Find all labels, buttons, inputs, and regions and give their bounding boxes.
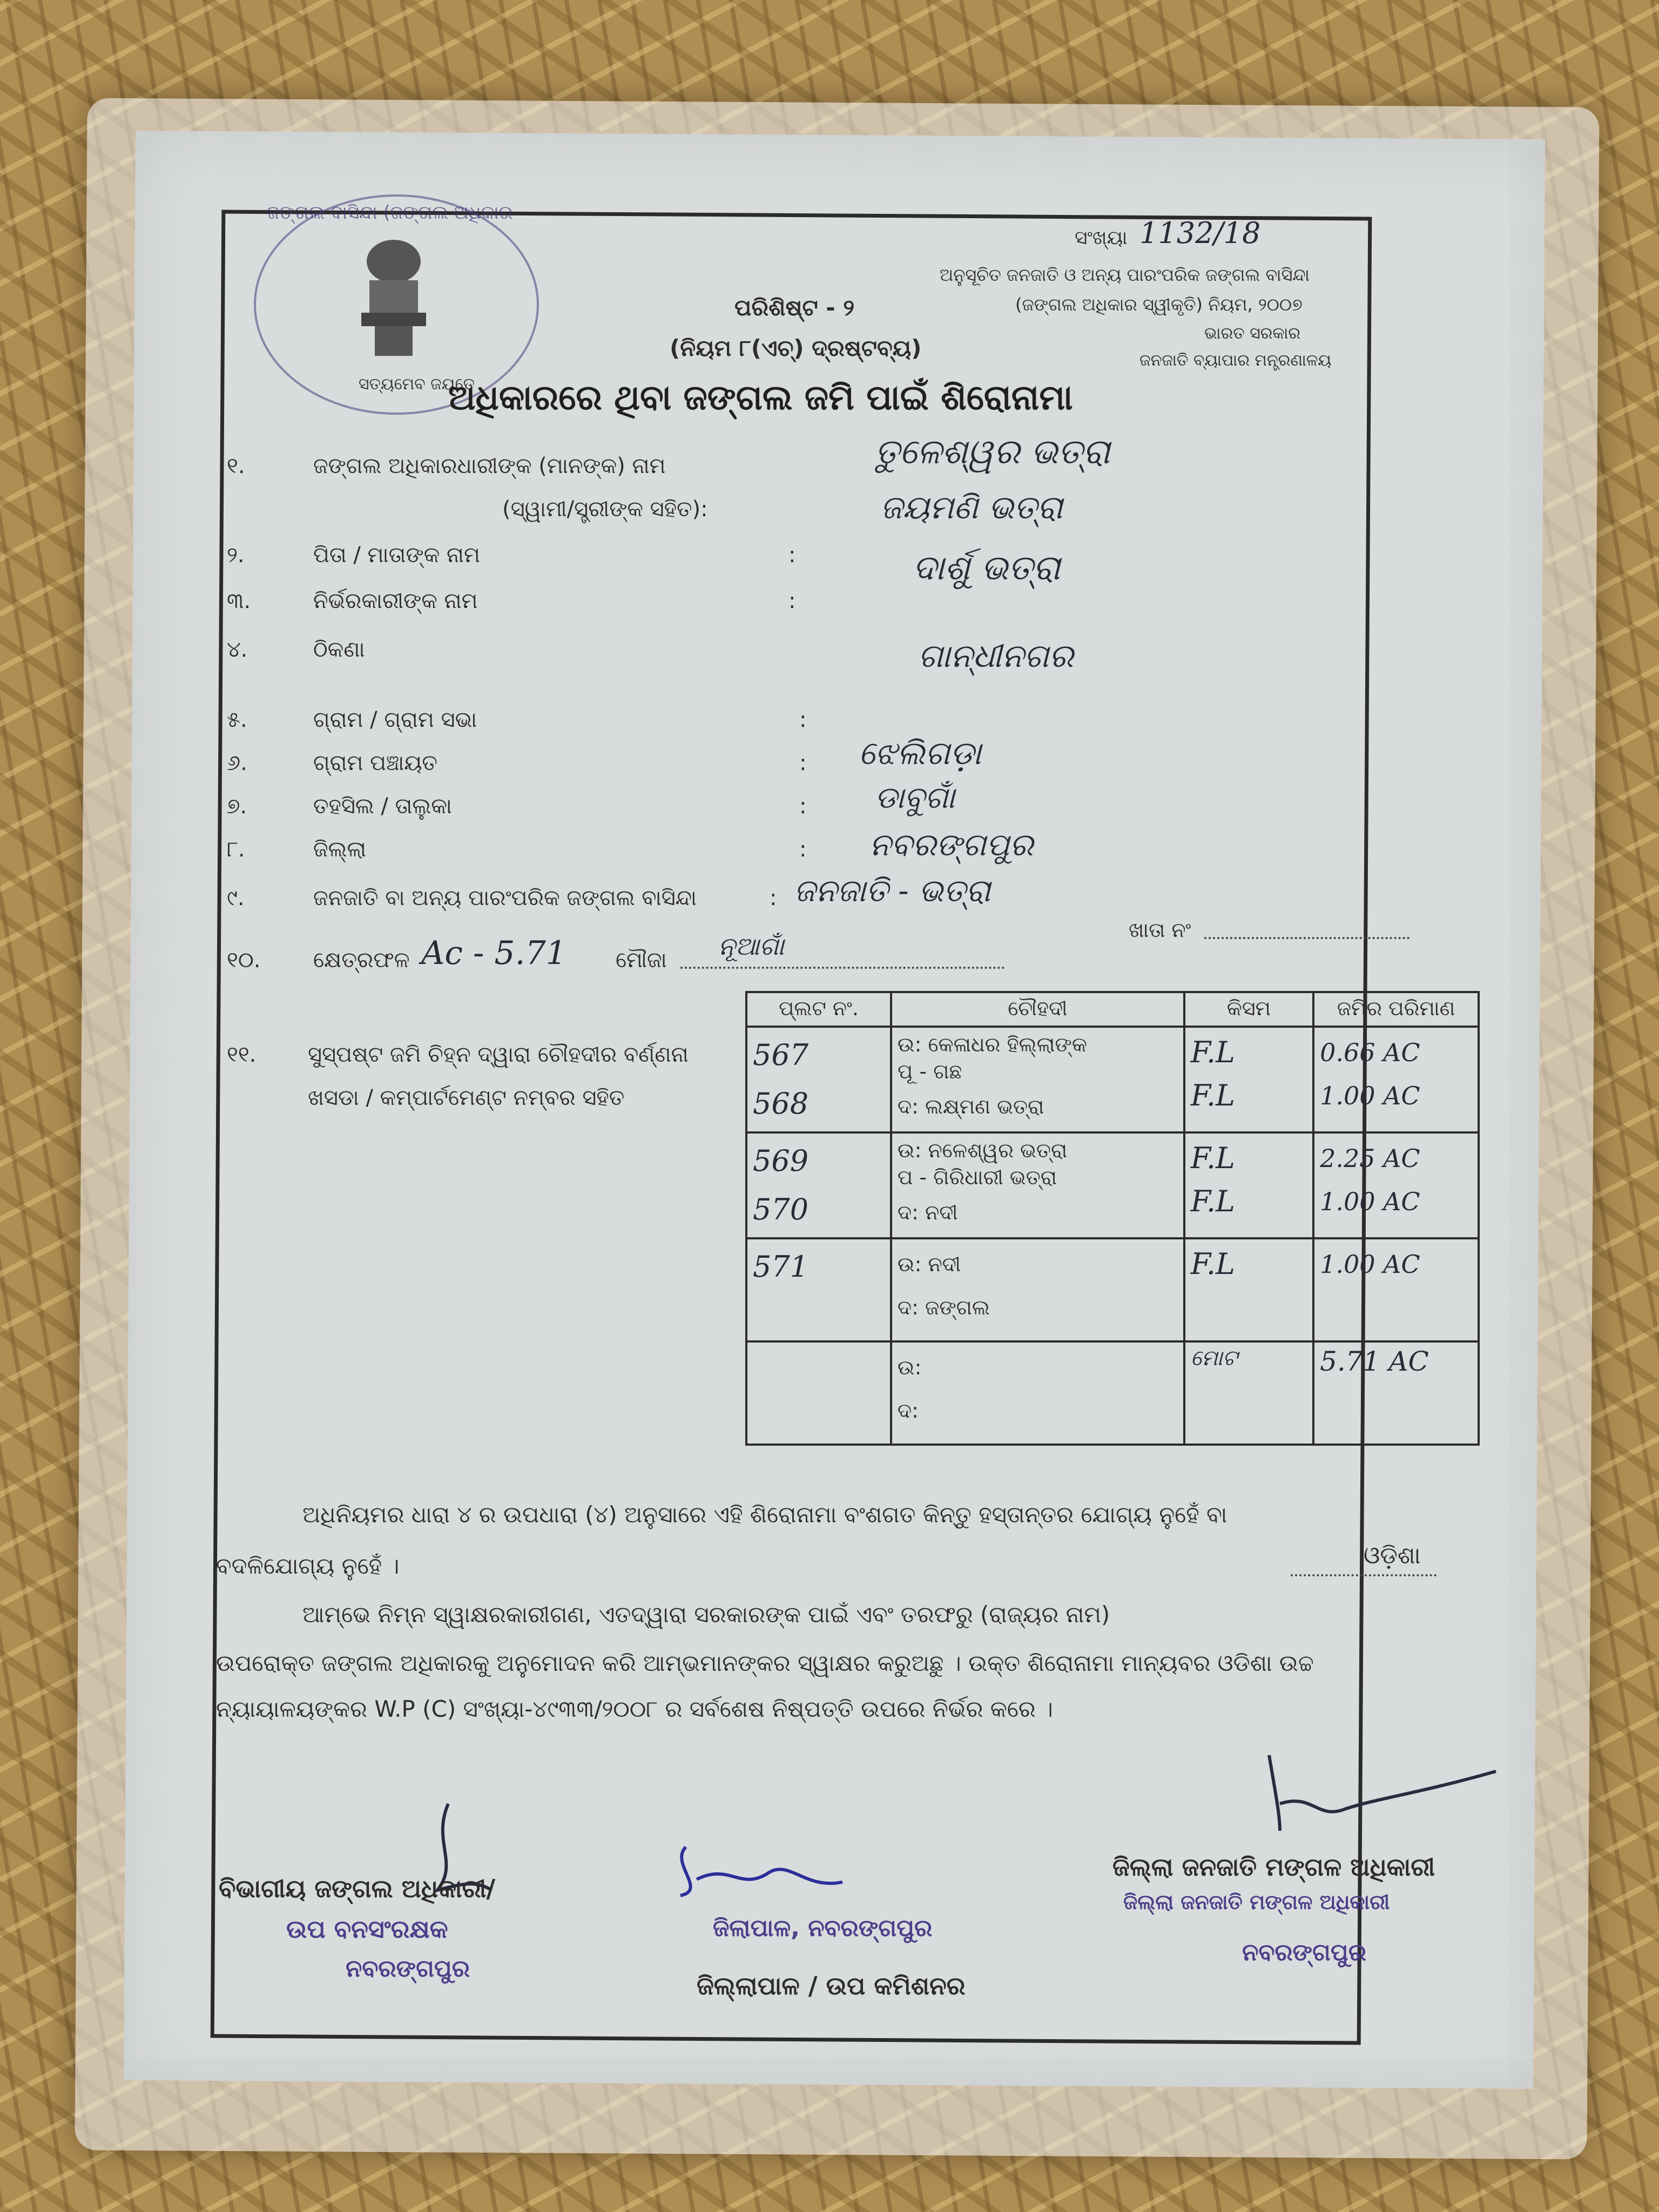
center-signature-scribble <box>664 1831 859 1912</box>
colon: : <box>788 589 796 613</box>
left-seal-line2: ନବରଙ୍ଗପୁର <box>346 1955 470 1982</box>
plot-numbers: 571 <box>746 1238 891 1341</box>
field-label-panchayat: ଗ୍ରାମ ପଞ୍ଚାୟତ <box>313 751 437 775</box>
field-number: ୨. <box>227 543 245 568</box>
boundary-cell <box>891 1132 1184 1238</box>
field-label-area: କ୍ଷେତ୍ରଫଳ <box>313 948 410 973</box>
field-label-spouse: (ସ୍ୱାମୀ/ସ୍ତ୍ରୀଙ୍କ ସହିତ): <box>502 497 708 522</box>
area-cell: 0.66 AC 1.00 AC <box>1313 1027 1479 1132</box>
boundary-cell <box>891 1027 1184 1132</box>
act-name-line2: (ଜଙ୍ଗଲ ଅଧିକାର ସ୍ୱୀକୃତି) ନିୟମ, ୨୦୦୭ <box>1015 294 1303 315</box>
lion-capital-icon <box>350 234 437 364</box>
table-row <box>746 1027 1479 1132</box>
table-header-row <box>746 992 1479 1027</box>
total-area: 5.71 AC <box>1313 1341 1479 1445</box>
field-number: ୧୧. <box>227 1042 257 1067</box>
mouza-label: ମୌଜା <box>616 948 667 973</box>
address-value: ଗାନ୍ଧୀନଗର <box>918 637 1074 675</box>
boundary-south: ଦ: ନଦୀ <box>897 1201 958 1224</box>
field-label-boundary: ସୁସ୍ପଷ୍ଟ ଜମି ଚିହ୍ନ ଦ୍ୱାରା ଚୌହଦୀର ବର୍ଣ୍ଣନା <box>308 1042 689 1067</box>
tribe-value: ଜନଜାତି - ଭତ୍ରା <box>794 872 991 909</box>
plot-numbers: 569 570 <box>746 1132 891 1238</box>
panchayat-value: ଝେଲିଗଡ଼ା <box>859 734 982 772</box>
field-number: ୮. <box>227 837 245 862</box>
rule-reference: (ନିୟମ ୮(ଏଚ୍) ଦ୍ରଷ୍ଟବ୍ୟ) <box>670 335 922 361</box>
holder-name-value: ତୁଳେଶ୍ୱର ଭତ୍ରା <box>875 432 1110 472</box>
table-row <box>746 1132 1479 1238</box>
area-cell: 2.25 AC 1.00 AC <box>1313 1132 1479 1238</box>
field-label-dependents: ନିର୍ଭରକାରୀଙ୍କ ନାମ <box>313 589 478 613</box>
right-signatory-title: ଜିଲ୍ଲା ଜନଜାତି ମଙ୍ଗଳ ଅଧିକାରୀ <box>1112 1852 1435 1881</box>
field-label-khasra: ଖସଡା / କମ୍ପାର୍ଟମେଣ୍ଟ ନମ୍ବର ସହିତ <box>308 1085 625 1110</box>
emblem-motto: ସତ୍ୟମେବ ଜୟତେ <box>359 375 475 394</box>
act-name-line1: ଅନୁସୂଚିତ ଜନଜାତି ଓ ଅନ୍ୟ ପାରଂପରିକ ଜଙ୍ଗଲ ବାସିନ୍ଦା <box>940 265 1310 285</box>
field-number: ୯. <box>227 886 245 911</box>
table-row-total <box>746 1341 1479 1445</box>
area-value: Ac - 5.71 <box>421 934 567 972</box>
field-number: ୫. <box>227 707 247 732</box>
boundary-south: ଦ: ଜଙ୍ଗଲ <box>897 1296 990 1319</box>
body-para1-line1: ଅଧିନିୟମର ଧାରା ୪ ର ଉପଧାରା (୪) ଅନୁସାରେ ଏହି ଶିରୋନାମା ବଂଶଗତ କିନ୍ତୁ ହସ୍ତାନ୍ତର ଯୋଗ୍ୟ ନୁହେଁ ବା <box>302 1501 1228 1528</box>
header-boundary: ଚୌହଦୀ <box>891 992 1184 1027</box>
parent-name-value: ଦାର୍ଶୁ ଭତ୍ରା <box>913 548 1061 588</box>
serial-number: 1132/18 <box>1139 216 1261 250</box>
header-kisam: କିସମ <box>1184 992 1313 1027</box>
field-label-tehsil: ତହସିଲ / ତାଲୁକା <box>313 794 452 819</box>
serial-label: ସଂଖ୍ୟା <box>1075 227 1128 249</box>
header-plot-no: ପ୍ଲଟ ନଂ. <box>746 992 891 1027</box>
boundary-north: ଉ: <box>897 1355 922 1379</box>
boundary-cell <box>891 1341 1184 1445</box>
area-cell: 1.00 AC <box>1313 1238 1479 1341</box>
body-para2-line3: ନ୍ୟାୟାଳୟଙ୍କର W.P (C) ସଂଖ୍ୟା-୪୯୩୩/୨୦୦୮ ର ସର୍ବଶେଷ ନିଷ୍ପତ୍ତି ଉପରେ ନିର୍ଭର କରେ । <box>216 1696 1053 1722</box>
district-value: ନବରଙ୍ଗପୁର <box>869 826 1034 863</box>
spouse-name-value: ଜୟମଣି ଭତ୍ରା <box>880 489 1063 527</box>
colon: : <box>799 837 807 862</box>
boundary-north: ଉ: ନଳେଶ୍ୱର ଭତ୍ରା ପ - ଗିରିଧାରୀ ଭତ୍ରା <box>897 1138 1068 1189</box>
colon: : <box>799 751 807 775</box>
right-seal-line1: ଜିଲ୍ଲା ଜନଜାତି ମଙ୍ଗଳ ଅଧିକାରୀ <box>1123 1890 1390 1914</box>
field-label-district: ଜିଲ୍ଲା <box>313 837 366 862</box>
colon: : <box>770 886 777 911</box>
colon: : <box>799 707 807 732</box>
state-name: ଓଡ଼ିଶା <box>1364 1542 1421 1569</box>
plot-numbers: 567 568 <box>746 1027 891 1132</box>
field-label-tribe: ଜନଜାତି ବା ଅନ୍ୟ ପାରଂପରିକ ଜଙ୍ଗଲ ବାସିନ୍ଦା <box>313 886 697 911</box>
plot-table <box>745 991 1480 1446</box>
center-seal: ଜିଲାପାଳ, ନବରଙ୍ଗପୁର <box>713 1914 933 1942</box>
field-number: ୬. <box>227 751 247 775</box>
header-land-area: ଜମିର ପରିମାଣ <box>1313 992 1479 1027</box>
khata-dotted-line <box>1204 937 1410 939</box>
field-number: ୧୦. <box>227 948 261 973</box>
plot-numbers <box>746 1341 891 1445</box>
field-number: ୭. <box>227 794 247 819</box>
right-seal-line2: ନବରଙ୍ଗପୁର <box>1242 1939 1367 1966</box>
kisam-cell: F.L <box>1184 1238 1313 1341</box>
right-signature-scribble <box>1258 1744 1507 1842</box>
boundary-north: ଉ: କେଳାଧର ହିଲ୍ଲାଙ୍କ ପୂ - ଗଛ <box>897 1033 1087 1083</box>
colon: : <box>788 543 796 568</box>
colon: : <box>799 794 807 819</box>
field-number: ୧. <box>227 454 245 478</box>
seal-ring-text: ଜଙ୍ଗଲ ବାସିନ୍ଦା (ଜଙ୍ଗଲ ଅଧିକାର <box>267 202 513 224</box>
boundary-south: ଦ: ଲକ୍ଷ୍ମଣ ଭତ୍ରା <box>897 1095 1044 1118</box>
field-label-address: ଠିକଣା <box>313 637 365 662</box>
mouza-value: ନୂଆଗାଁ <box>718 932 785 961</box>
khata-label: ଖାତା ନଂ <box>1129 918 1191 942</box>
govt-india: ଭାରତ ସରକାର <box>1204 324 1301 343</box>
tehsil-value: ଡାବୁଗାଁ <box>875 780 955 815</box>
field-number: ୪. <box>227 637 248 662</box>
boundary-south: ଦ: <box>897 1399 919 1422</box>
body-para2-line1: ଆମ୍ଭେ ନିମ୍ନ ସ୍ୱାକ୍ଷରକାରୀଗଣ, ଏତଦ୍ୱାରା ସରକାରଙ୍କ ପାଇଁ ଏବଂ ତରଫରୁ (ରାଜ୍ୟର ନାମ) <box>302 1601 1110 1628</box>
field-number: ୩. <box>227 589 251 613</box>
boundary-cell <box>891 1238 1184 1341</box>
page-title: ଅଧିକାରରେ ଥିବା ଜଙ୍ଗଲ ଜମି ପାଇଁ ଶିରୋନାମା <box>448 378 1073 418</box>
field-label-holder-name: ଜଙ୍ଗଲ ଅଧିକାରଧାରୀଙ୍କ (ମାନଙ୍କ) ନାମ <box>313 454 666 478</box>
table-row <box>746 1238 1479 1341</box>
kisam-cell: F.L F.L <box>1184 1027 1313 1132</box>
annexure-label: ପରିଶିଷ୍ଟ - ୨ <box>734 294 855 321</box>
mouza-dotted-line <box>680 967 1004 969</box>
boundary-north: ଉ: ନଦୀ <box>897 1252 961 1276</box>
kisam-cell: F.L F.L <box>1184 1132 1313 1238</box>
body-para2-line2: ଉପରୋକ୍ତ ଜଙ୍ଗଲ ଅଧିକାରକୁ ଅନୁମୋଦନ କରି ଆମ୍ଭମାନଙ୍କର ସ୍ୱାକ୍ଷର କରୁଅଛୁ । ଉକ୍ତ ଶିରୋନାମା ମାନ୍ୟବର ଓଡିଶା ଉଚ୍ଚ <box>216 1650 1314 1676</box>
field-label-village: ଗ୍ରାମ / ଗ୍ରାମ ସଭା <box>313 707 477 732</box>
left-signatory-title: ବିଭାଗୀୟ ଜଙ୍ଗଲ ଅଧିକାରୀ/ <box>219 1874 496 1903</box>
left-seal-line1: ଉପ ବନସଂରକ୍ଷକ <box>286 1914 448 1944</box>
total-label: ମୋଟ <box>1184 1341 1313 1445</box>
center-signatory-title: ଜିଲ୍ଲାପାଳ / ଉପ କମିଶନର <box>697 1971 966 2000</box>
state-dotted-line <box>1291 1574 1437 1576</box>
field-label-parent: ପିତା / ମାତାଙ୍କ ନାମ <box>313 543 480 568</box>
ministry-name: ଜନଜାତି ବ୍ୟାପାର ମନ୍ତ୍ରଣାଳୟ <box>1139 351 1332 370</box>
body-para1-line2: ବଦଳିଯୋଗ୍ୟ ନୁହେଁ । <box>216 1553 400 1579</box>
